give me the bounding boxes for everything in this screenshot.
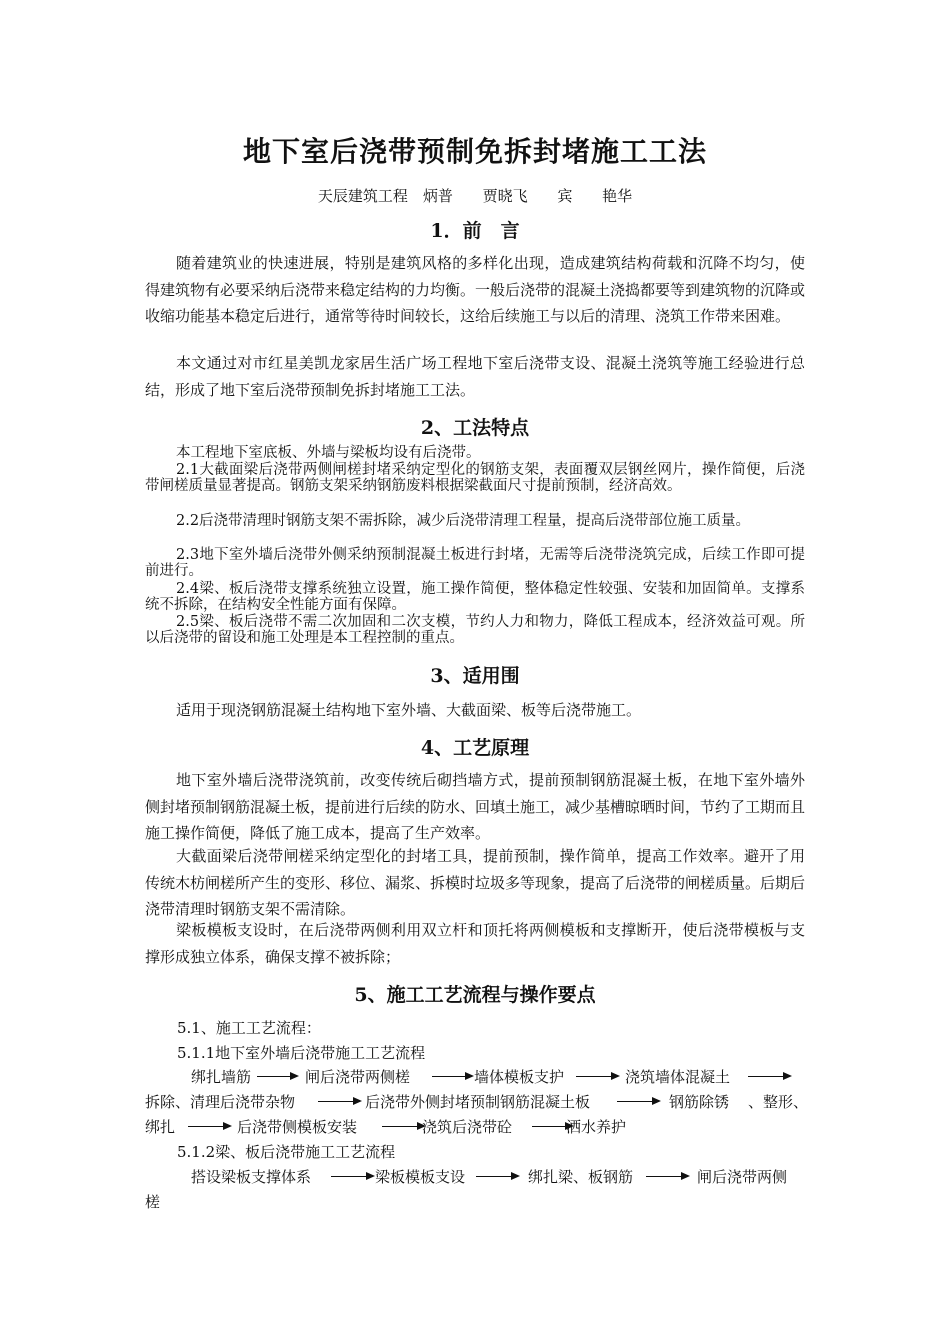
flow-arrow — [331, 1176, 373, 1177]
subsection-5-1: 5.1、施工工艺流程： — [177, 1019, 321, 1037]
section-3-heading: 3、适用围 — [430, 665, 520, 687]
flow-step: 后浇带外侧封堵预制钢筋混凝土板 — [365, 1093, 591, 1111]
section-2-item: 2.2后浇带清理时钢筋支架不需拆除，减少后浇带清理工程量，提高后浇带部位施工质量。 — [176, 513, 751, 529]
section-2-item: 2.5梁、板后浇带不需二次加固和二次支模，节约人力和物力，降低工程成本，经济效益可观。所以后浇带的留设和施工处理是本工程控制的重点。 — [145, 614, 805, 646]
section-2-item: 2.1大截面梁后浇带两侧闸槎封堵采纳定型化的钢筋支架，表面覆双层钢丝网片，操作简便，后浇带闸槎质量显著提高。钢筋支架采纳钢筋废料根据梁截面尺寸提前预制，经济高效。 — [145, 462, 805, 494]
flow-arrow — [476, 1176, 518, 1177]
flow-step: 钢筋除锈 — [669, 1093, 730, 1111]
section-4-paragraph-1: 地下室外墙后浇带浇筑前，改变传统后砌挡墙方式，提前预制钢筋混凝土板，在地下室外墙外侧封堵预制钢筋混凝土板，提前进行后续的防水、回填土施工，减少基槽晾晒时间，节约了工期而且施工操作简便，降低了施工成本，提高了生产效率。 — [145, 771, 806, 842]
flow-step: 闸后浇带两侧槎 — [305, 1068, 411, 1086]
author-line: 天辰建筑工程 炳普 贾晓飞 宾 艳华 — [317, 187, 633, 205]
flow-step: 槎 — [145, 1193, 161, 1211]
flow-arrow — [382, 1126, 424, 1127]
flow-step: 搭设梁板支撑体系 — [191, 1168, 312, 1186]
flow-arrow — [318, 1101, 360, 1102]
flow-arrow — [188, 1126, 230, 1127]
flow-step: 绑扎梁、板钢筋 — [528, 1168, 634, 1186]
flow-step: 拆除、清理后浇带杂物 — [145, 1093, 296, 1111]
flow-step: 墙体模板支护 — [474, 1068, 565, 1086]
section-2-heading: 2、工法特点 — [420, 417, 530, 439]
flow-step: 浇筑墙体混凝土 — [625, 1068, 731, 1086]
flow-arrow — [576, 1076, 618, 1077]
section-4-paragraph-2: 大截面梁后浇带闸槎采纳定型化的封堵工具，提前预制，操作简单，提高工作效率。避开了用传统木枋闸槎所产生的变形、移位、漏浆、拆模时垃圾多等现象，提高了后浇带的闸槎质量。后期后浇带清理时钢筋支架不需清除。 — [145, 847, 806, 918]
section-2-intro: 本工程地下室底板、外墙与梁板均设有后浇带。 — [176, 445, 481, 461]
section-2-item: 2.4梁、板后浇带支撑系统独立设置，施工操作简便，整体稳定性较强、安装和加固简单。支撑系统不拆除，在结构安全性能方面有保障。 — [145, 581, 805, 613]
section-1-paragraph-2: 本文通过对市红星美凯龙家居生活广场工程地下室后浇带支设、混凝土浇筑等施工经验进行总结，形成了地下室后浇带预制免拆封堵施工工法。 — [145, 354, 805, 399]
flow-step: 后浇带侧模板安装 — [237, 1118, 358, 1136]
flow-arrow — [617, 1101, 659, 1102]
flow-step: 洒水养护 — [566, 1118, 627, 1136]
flow-arrow — [646, 1176, 688, 1177]
page-title: 地下室后浇带预制免拆封堵施工工法 — [242, 135, 707, 168]
flow-step: 绑扎 — [145, 1118, 176, 1136]
section-3-paragraph: 适用于现浇钢筋混凝土结构地下室外墙、大截面梁、板等后浇带施工。 — [176, 701, 642, 719]
flow-arrow — [257, 1076, 297, 1077]
section-4-paragraph-3: 梁板模板支设时，在后浇带两侧利用双立杆和顶托将两侧模板和支撑断开，使后浇带模板与支撑形成独立体系，确保支撑不被拆除； — [145, 921, 805, 966]
flow-step: 、整形、 — [748, 1093, 809, 1111]
flow-arrow — [432, 1076, 472, 1077]
flow-step: 闸后浇带两侧 — [697, 1168, 788, 1186]
flow-step: 梁板模板支设 — [375, 1168, 466, 1186]
flow-step: 绑扎墙筋 — [191, 1068, 252, 1086]
flow-step: 浇筑后浇带砼 — [422, 1118, 513, 1136]
flow-arrow — [748, 1076, 790, 1077]
subsection-5-1-1: 5.1.1地下室外墙后浇带施工工艺流程 — [177, 1044, 426, 1062]
section-2-item: 2.3地下室外墙后浇带外侧采纳预制混凝土板进行封堵，无需等后浇带浇筑完成，后续工作即可提前进行。 — [145, 547, 805, 579]
section-1-paragraph-1: 随着建筑业的快速进展，特别是建筑风格的多样化出现，造成建筑结构荷载和沉降不均匀，使得建筑物有必要采纳后浇带来稳定结构的力均衡。一般后浇带的混凝土浇捣都要等到建筑物的沉降或收缩功能基本稳定后进行，通常等待时间较长，这给后续施工与以后的清理、浇筑工作带来困难。 — [145, 254, 806, 325]
subsection-5-1-2: 5.1.2梁、板后浇带施工工艺流程 — [177, 1143, 396, 1161]
section-5-heading: 5、施工工艺流程与操作要点 — [354, 984, 596, 1006]
section-4-heading: 4、工艺原理 — [420, 737, 530, 759]
section-1-heading: 1．前 言 — [430, 220, 520, 242]
